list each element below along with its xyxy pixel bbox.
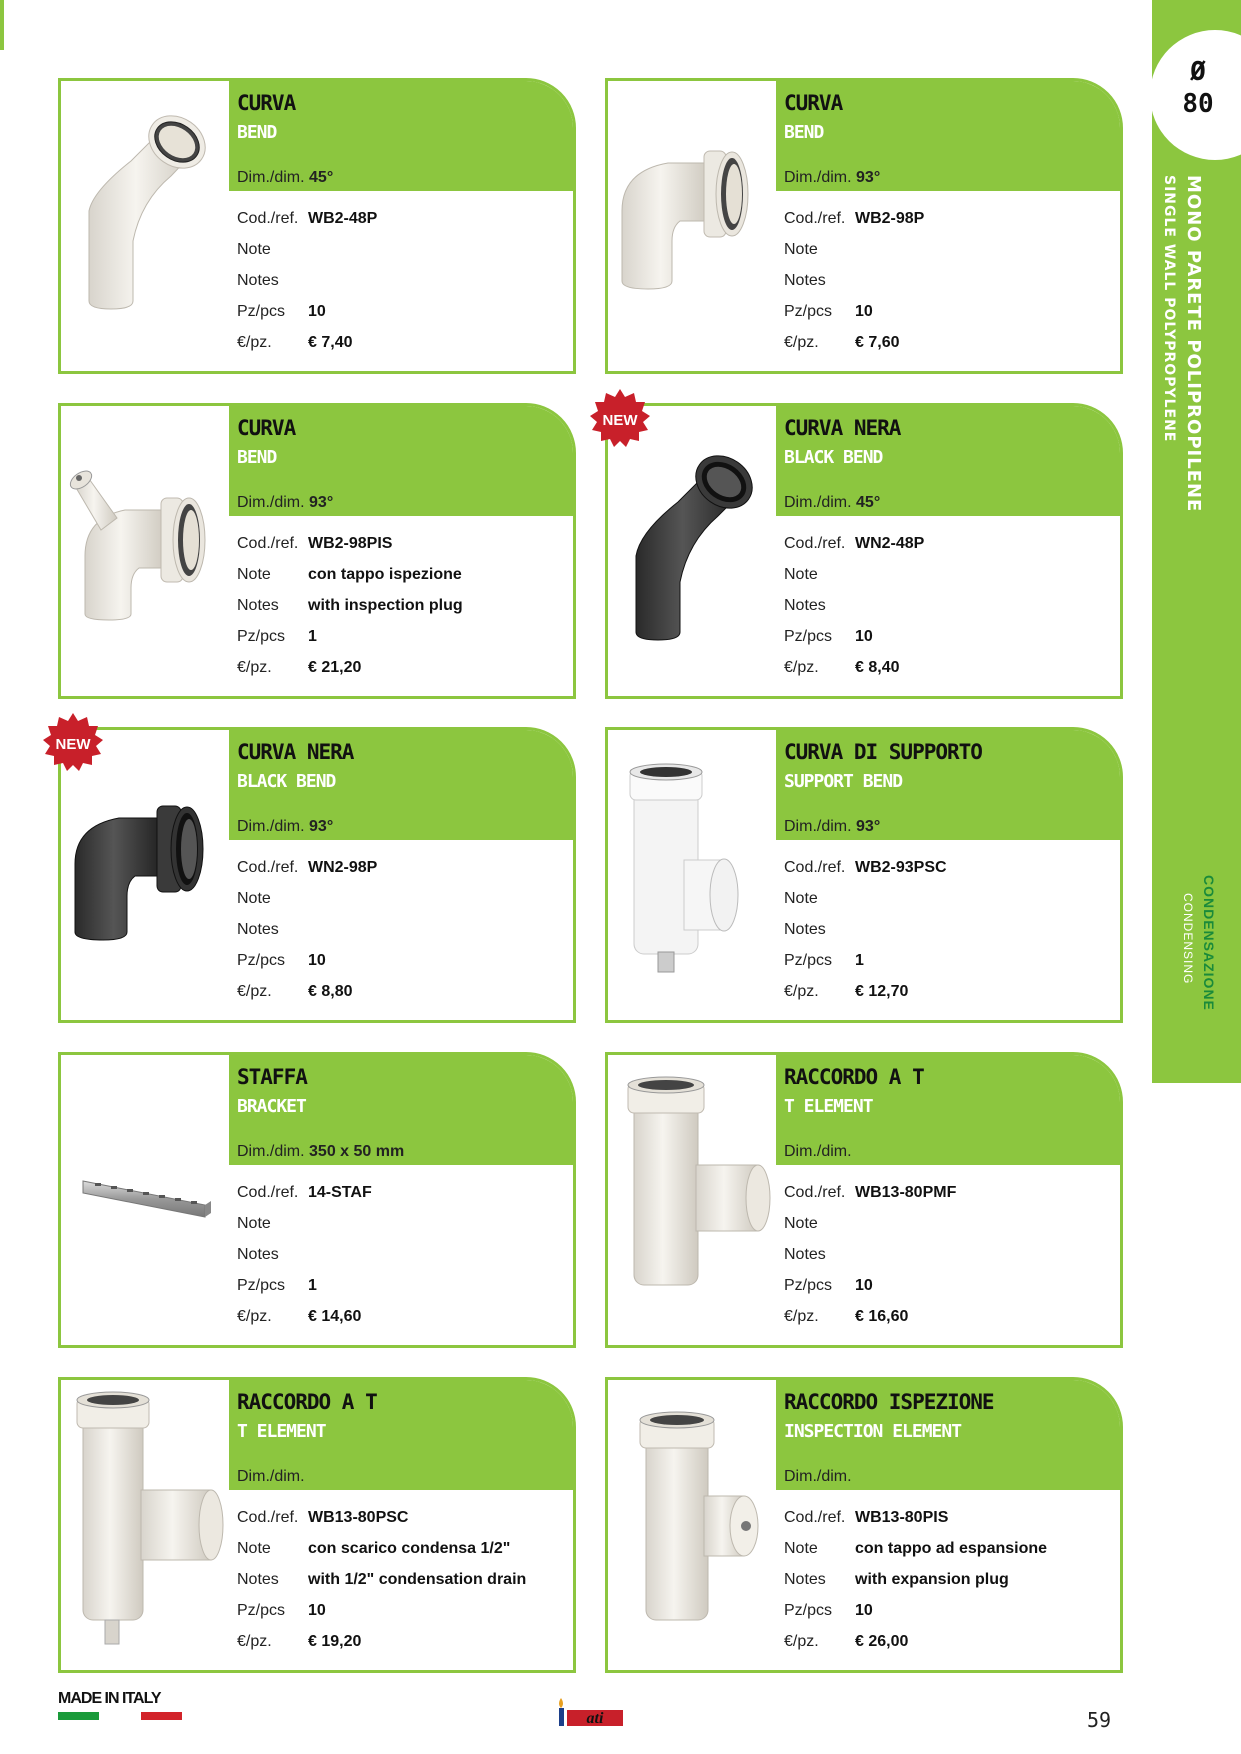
ati-logo-icon	[555, 1694, 625, 1728]
cod-label: Cod./ref.	[784, 210, 846, 227]
diameter-label	[1170, 56, 1226, 120]
diameter-symbol: Ø	[1190, 57, 1206, 87]
spec-row-price	[237, 652, 463, 683]
spec-row-note	[784, 234, 924, 265]
spec-row-cod	[237, 203, 377, 234]
new-badge-label: NEW	[602, 412, 638, 429]
spec-list	[237, 1502, 526, 1657]
product-subtitle: BEND	[237, 447, 277, 468]
dim-label: Dim./dim.	[237, 169, 305, 186]
dim-value: 45°	[856, 494, 881, 511]
product-subtitle: BEND	[784, 122, 824, 143]
cod-value: 14-STAF	[308, 1184, 372, 1201]
pcs-value: 10	[855, 628, 873, 645]
product-title: CURVA DI SUPPORTO	[784, 740, 982, 764]
price-label: €/pz.	[784, 983, 819, 1000]
price-value: € 7,60	[855, 334, 900, 351]
spec-row-note	[237, 1208, 372, 1239]
spec-row-cod	[784, 203, 924, 234]
notes-label: Notes	[784, 272, 826, 289]
product-card	[58, 1377, 576, 1673]
spec-list	[784, 203, 924, 358]
category-label-en: CONDENSING	[1181, 893, 1195, 985]
cod-label: Cod./ref.	[237, 1184, 299, 1201]
price-value: € 19,20	[308, 1633, 362, 1650]
spec-list	[784, 528, 924, 683]
notes-value: with inspection plug	[308, 597, 463, 614]
tee-white-icon	[608, 1055, 776, 1345]
price-value: € 21,20	[308, 659, 362, 676]
spec-row-pcs	[237, 1595, 526, 1626]
product-image	[608, 1055, 776, 1345]
note-value: con tappo ispezione	[308, 566, 462, 583]
spec-row-note	[237, 234, 377, 265]
spec-list	[237, 1177, 372, 1332]
dim-label: Dim./dim.	[237, 818, 305, 835]
note-label: Note	[237, 241, 271, 258]
product-subtitle: T ELEMENT	[784, 1096, 873, 1117]
product-title: RACCORDO A T	[237, 1390, 377, 1414]
price-value: € 8,80	[308, 983, 353, 1000]
dim-row	[237, 1468, 305, 1486]
notes-label: Notes	[237, 272, 279, 289]
cod-label: Cod./ref.	[237, 1509, 299, 1526]
dim-label: Dim./dim.	[237, 1143, 305, 1160]
dim-value: 350 x 50 mm	[309, 1143, 405, 1160]
spec-list	[237, 852, 377, 1007]
product-card	[602, 403, 1123, 699]
pcs-value: 10	[855, 1602, 873, 1619]
dim-row	[237, 818, 333, 836]
pcs-label: Pz/pcs	[784, 1277, 833, 1294]
pcs-value: 1	[308, 628, 317, 645]
spec-row-price	[784, 327, 924, 358]
spec-row-price	[784, 976, 947, 1007]
product-image	[608, 81, 776, 371]
spec-row-pcs	[784, 1595, 1047, 1626]
diameter-value: 80	[1182, 89, 1214, 119]
price-value: € 7,40	[308, 334, 353, 351]
spec-row-pcs	[784, 621, 924, 652]
note-label: Note	[237, 566, 271, 583]
support-bend-white-icon	[608, 730, 776, 1020]
pcs-label: Pz/pcs	[784, 952, 833, 969]
category-label: CONDENSAZIONE	[1201, 875, 1217, 1011]
product-subtitle: BLACK BEND	[237, 771, 336, 792]
pcs-value: 10	[308, 952, 326, 969]
spec-row-price	[237, 1301, 372, 1332]
product-card	[58, 403, 576, 699]
spec-row-note	[784, 1533, 1047, 1564]
notes-label: Notes	[237, 597, 279, 614]
pcs-value: 10	[308, 303, 326, 320]
dim-value: 93°	[856, 169, 881, 186]
dim-value: 45°	[309, 169, 334, 186]
new-badge	[588, 387, 652, 451]
dim-label: Dim./dim.	[784, 1143, 852, 1160]
dim-row	[784, 818, 880, 836]
spec-row-cod	[784, 1177, 956, 1208]
spec-list	[237, 203, 377, 358]
spec-list	[784, 1502, 1047, 1657]
dim-row	[237, 1143, 404, 1161]
notes-value: with expansion plug	[855, 1571, 1009, 1588]
elbow-93-white-icon	[608, 81, 776, 371]
product-card	[58, 1052, 576, 1348]
dim-label: Dim./dim.	[784, 1468, 852, 1485]
dim-label: Dim./dim.	[237, 1468, 305, 1485]
price-label: €/pz.	[237, 1633, 272, 1650]
product-title: RACCORDO ISPEZIONE	[784, 1390, 994, 1414]
spec-row-pcs	[784, 1270, 956, 1301]
cod-value: WN2-48P	[855, 535, 925, 552]
note-label: Note	[237, 1215, 271, 1232]
spec-row-pcs	[784, 945, 947, 976]
spec-row-notes	[784, 1564, 1047, 1595]
note-label: Note	[784, 241, 818, 258]
note-label: Note	[784, 1215, 818, 1232]
pcs-value: 1	[308, 1277, 317, 1294]
dim-row	[237, 494, 333, 512]
pcs-label: Pz/pcs	[784, 628, 833, 645]
pcs-label: Pz/pcs	[237, 628, 286, 645]
spec-row-cod	[784, 528, 924, 559]
cod-label: Cod./ref.	[237, 535, 299, 552]
notes-label: Notes	[237, 1571, 279, 1588]
pcs-label: Pz/pcs	[784, 303, 833, 320]
price-label: €/pz.	[237, 1308, 272, 1325]
new-badge	[41, 711, 105, 775]
product-title: CURVA	[784, 91, 843, 115]
cod-label: Cod./ref.	[237, 859, 299, 876]
cod-value: WB13-80PMF	[855, 1184, 957, 1201]
side-tab	[1152, 0, 1241, 1083]
product-card	[605, 1377, 1123, 1673]
pcs-value: 10	[855, 303, 873, 320]
note-label: Note	[237, 1540, 271, 1557]
notes-label: Notes	[784, 1571, 826, 1588]
pcs-label: Pz/pcs	[784, 1602, 833, 1619]
price-label: €/pz.	[784, 334, 819, 351]
cod-value: WN2-98P	[308, 859, 378, 876]
notes-label: Notes	[784, 1246, 826, 1263]
cod-value: WB2-93PSC	[855, 859, 947, 876]
product-title: CURVA NERA	[784, 416, 901, 440]
spec-row-notes	[237, 265, 377, 296]
product-image	[61, 1380, 229, 1670]
dim-row	[784, 169, 880, 187]
cod-value: WB13-80PSC	[308, 1509, 409, 1526]
elbow-45-white-icon	[61, 81, 229, 371]
product-image	[608, 1380, 776, 1670]
price-value: € 14,60	[308, 1308, 362, 1325]
made-in-italy-label: MADE IN ITALY	[58, 1690, 161, 1707]
spec-row-cod	[784, 1502, 1047, 1533]
price-label: €/pz.	[237, 983, 272, 1000]
spec-row-note	[237, 559, 463, 590]
page-number: 59	[1087, 1708, 1112, 1732]
pcs-label: Pz/pcs	[237, 1277, 286, 1294]
spec-row-notes	[237, 1564, 526, 1595]
spec-row-price	[784, 652, 924, 683]
notes-label: Notes	[237, 1246, 279, 1263]
cod-label: Cod./ref.	[784, 1184, 846, 1201]
section-title: MONO PARETE POLIPROPILENE	[1183, 175, 1204, 513]
spec-row-price	[784, 1301, 956, 1332]
dim-value: 93°	[856, 818, 881, 835]
dim-row	[784, 1468, 852, 1486]
price-value: € 8,40	[855, 659, 900, 676]
pcs-value: 1	[855, 952, 864, 969]
price-label: €/pz.	[784, 659, 819, 676]
product-title: CURVA	[237, 416, 296, 440]
pcs-value: 10	[308, 1602, 326, 1619]
section-subtitle: SINGLE WALL POLYPROPYLENE	[1161, 175, 1177, 443]
price-value: € 26,00	[855, 1633, 909, 1650]
cod-label: Cod./ref.	[784, 859, 846, 876]
spec-row-notes	[237, 914, 377, 945]
pcs-label: Pz/pcs	[237, 952, 286, 969]
spec-row-cod	[237, 852, 377, 883]
product-card	[58, 78, 576, 374]
note-label: Note	[784, 890, 818, 907]
product-image	[61, 81, 229, 371]
spec-row-notes	[784, 265, 924, 296]
cod-label: Cod./ref.	[237, 210, 299, 227]
inspection-tee-white-icon	[608, 1380, 776, 1670]
cod-value: WB2-98PIS	[308, 535, 393, 552]
spec-row-cod	[237, 1502, 526, 1533]
product-image	[608, 730, 776, 1020]
spec-row-note	[237, 883, 377, 914]
note-value: con scarico condensa 1/2"	[308, 1540, 511, 1557]
spec-row-note	[784, 1208, 956, 1239]
cod-value: WB13-80PIS	[855, 1509, 949, 1526]
product-subtitle: SUPPORT BEND	[784, 771, 903, 792]
new-badge-label: NEW	[55, 736, 91, 753]
price-label: €/pz.	[784, 1633, 819, 1650]
product-image	[61, 1055, 229, 1345]
product-subtitle: BEND	[237, 122, 277, 143]
spec-row-notes	[784, 914, 947, 945]
price-value: € 12,70	[855, 983, 909, 1000]
tee-drain-white-icon	[61, 1380, 229, 1670]
product-card	[605, 1052, 1123, 1348]
spec-row-notes	[237, 1239, 372, 1270]
new-starburst-icon	[588, 387, 652, 451]
spec-row-price	[784, 1626, 1047, 1657]
product-subtitle: INSPECTION ELEMENT	[784, 1421, 962, 1442]
notes-label: Notes	[784, 597, 826, 614]
product-card	[605, 78, 1123, 374]
cod-label: Cod./ref.	[784, 535, 846, 552]
product-title: CURVA NERA	[237, 740, 354, 764]
spec-list	[784, 852, 947, 1007]
dim-label: Dim./dim.	[784, 818, 852, 835]
product-title: STAFFA	[237, 1065, 307, 1089]
spec-row-note	[237, 1533, 526, 1564]
spec-row-note	[784, 883, 947, 914]
page-edge-mark	[0, 0, 4, 50]
spec-row-notes	[237, 590, 463, 621]
brand-logo	[555, 1694, 625, 1728]
spec-row-pcs	[237, 296, 377, 327]
spec-row-pcs	[237, 621, 463, 652]
spec-row-notes	[784, 1239, 956, 1270]
spec-row-cod	[784, 852, 947, 883]
pcs-value: 10	[855, 1277, 873, 1294]
note-label: Note	[784, 1540, 818, 1557]
note-label: Note	[784, 566, 818, 583]
spec-row-cod	[237, 1177, 372, 1208]
spec-row-notes	[784, 590, 924, 621]
product-image	[61, 406, 229, 696]
product-title: RACCORDO A T	[784, 1065, 924, 1089]
bracket-steel-icon	[61, 1055, 229, 1345]
dim-value: 93°	[309, 818, 334, 835]
spec-row-price	[237, 327, 377, 358]
note-label: Note	[237, 890, 271, 907]
dim-value: 93°	[309, 494, 334, 511]
dim-row	[784, 1143, 852, 1161]
notes-label: Notes	[784, 921, 826, 938]
dim-label: Dim./dim.	[784, 169, 852, 186]
cod-value: WB2-48P	[308, 210, 378, 227]
spec-row-pcs	[237, 945, 377, 976]
spec-list	[237, 528, 463, 683]
italian-flag-icon	[58, 1712, 182, 1720]
product-card	[55, 727, 576, 1023]
spec-row-price	[237, 1626, 526, 1657]
spec-list	[784, 1177, 956, 1332]
product-subtitle: BLACK BEND	[784, 447, 883, 468]
notes-label: Notes	[237, 921, 279, 938]
price-value: € 16,60	[855, 1308, 909, 1325]
dim-row	[784, 494, 880, 512]
cod-value: WB2-98P	[855, 210, 925, 227]
elbow-93-inspection-white-icon	[61, 406, 229, 696]
notes-value: with 1/2" condensation drain	[308, 1571, 527, 1588]
dim-label: Dim./dim.	[237, 494, 305, 511]
product-subtitle: BRACKET	[237, 1096, 306, 1117]
dim-row	[237, 169, 333, 187]
brand-name: ati	[586, 1710, 604, 1727]
pcs-label: Pz/pcs	[237, 1602, 286, 1619]
spec-row-cod	[237, 528, 463, 559]
dim-label: Dim./dim.	[784, 494, 852, 511]
product-card	[605, 727, 1123, 1023]
new-starburst-icon	[41, 711, 105, 775]
price-label: €/pz.	[237, 659, 272, 676]
product-subtitle: T ELEMENT	[237, 1421, 326, 1442]
spec-row-note	[784, 559, 924, 590]
price-label: €/pz.	[237, 334, 272, 351]
price-label: €/pz.	[784, 1308, 819, 1325]
spec-row-price	[237, 976, 377, 1007]
spec-row-pcs	[237, 1270, 372, 1301]
cod-label: Cod./ref.	[784, 1509, 846, 1526]
note-value: con tappo ad espansione	[855, 1540, 1048, 1557]
product-title: CURVA	[237, 91, 296, 115]
spec-row-pcs	[784, 296, 924, 327]
pcs-label: Pz/pcs	[237, 303, 286, 320]
